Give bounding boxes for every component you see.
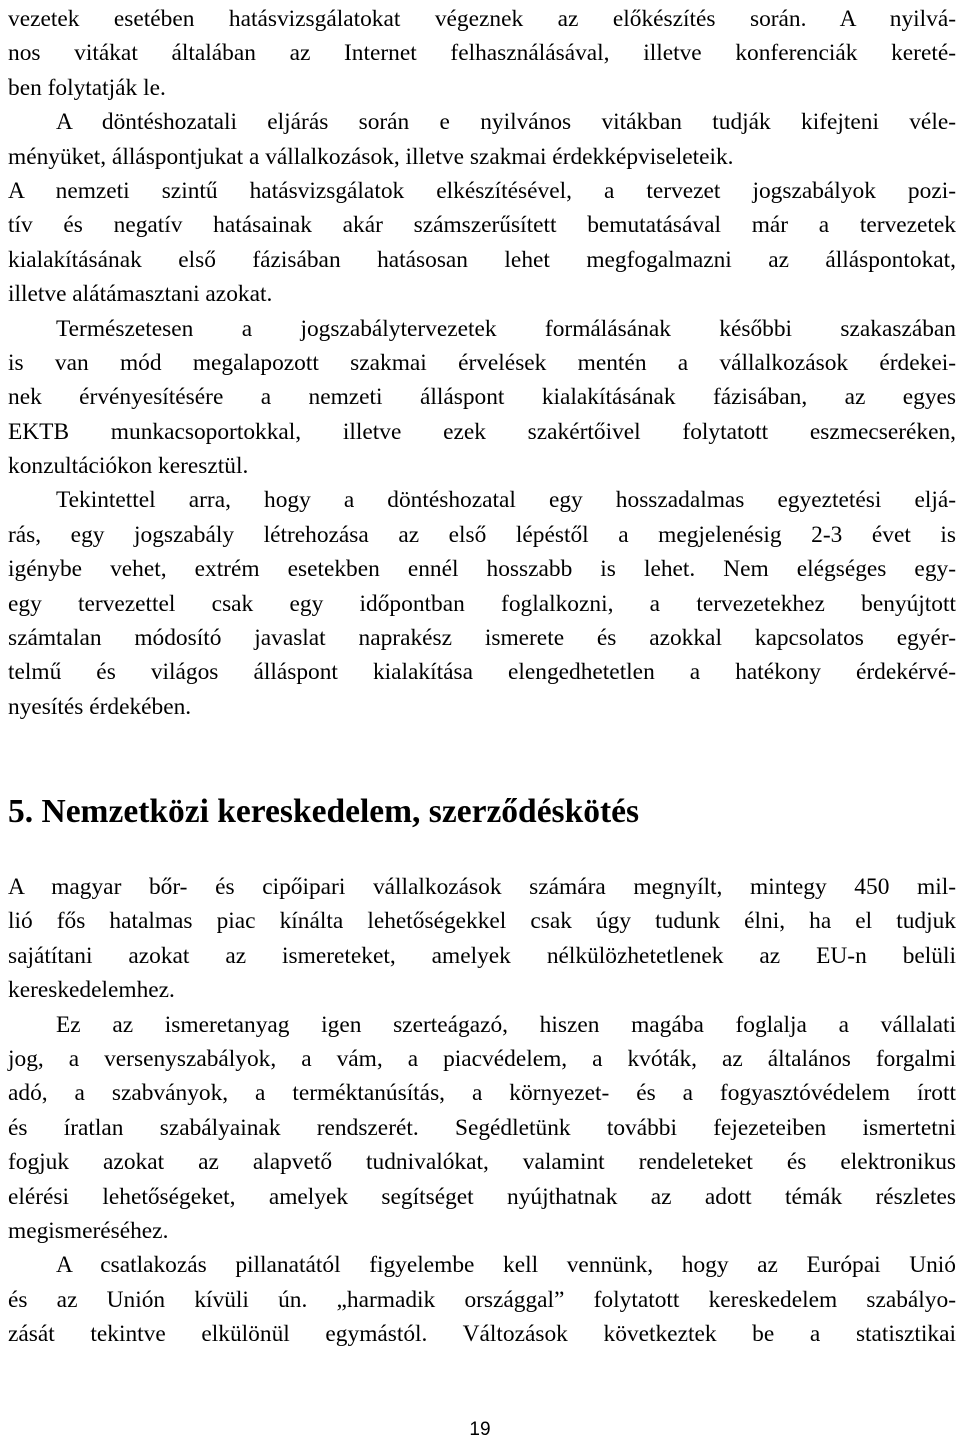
text-line: Természetesen a jogszabálytervezetek formálásának későbbi szakaszában (56, 315, 956, 342)
text-line: A döntéshozatali eljárás során e nyilvános vitákban tudják kifejteni véle- (56, 109, 956, 136)
text-line: és íratlan szabályainak rendszerét. Segédletünk további fejezeteiben ismertetni (8, 1114, 956, 1141)
text-line: nos vitákat általában az Internet felhasználásával, illetve konferenciák kereté- (8, 40, 956, 67)
text-line: és az Unión kívüli ún. „harmadik országgal” folytatott kereskedelem szabályo- (8, 1286, 956, 1313)
text-line: konzultációkon keresztül. (8, 453, 249, 480)
text-line: sajátítani azokat az ismereteket, amelyek nélkülözhetetlenek az EU-n belüli (8, 942, 956, 969)
text-line: fogjuk azokat az alapvető tudnivalókat, valamint rendeleteket és elektronikus (8, 1149, 956, 1176)
text-line: EKTB munkacsoportokkal, illetve ezek szakértőivel folytatott eszmecseréken, (8, 418, 956, 445)
text-line: telmű és világos álláspont kialakítása elengedhetetlen a hatékony érdekérvé- (8, 659, 956, 686)
text-line: nek érvényesítésére a nemzeti álláspont kialakításának fázisában, az egyes (8, 384, 956, 411)
text-line: illetve alátámasztani azokat. (8, 281, 273, 308)
body-text-top (8, 2, 956, 724)
page-number: 19 (469, 1419, 491, 1440)
text-line: lió fős hatalmas piac kínálta lehetőségekkel csak úgy tudunk élni, ha el tudjuk (8, 908, 956, 935)
text-line: Tekintettel arra, hogy a döntéshozatal egy hosszadalmas egyeztetési eljá- (56, 487, 956, 514)
text-line: ményüket, álláspontjukat a vállalkozások, illetve szakmai érdekképviseleteik. (8, 143, 734, 170)
text-line: A magyar bőr- és cipőipari vállalkozások számára megnyílt, mintegy 450 mil- (8, 874, 956, 900)
text-line: megismeréséhez. (8, 1217, 169, 1244)
text-line: rás, egy jogszabály létrehozása az első lépéstől a megjelenésig 2-3 évet is (8, 521, 956, 548)
text-line: A nemzeti szintű hatásvizsgálatok elkészítésével, a tervezet jogszabályok pozi- (8, 177, 956, 204)
text-line: jog, a versenyszabályok, a vám, a piacvédelem, a kvóták, az általános forgalmi (8, 1045, 956, 1072)
text-line: A csatlakozás pillanatától figyelembe kell vennünk, hogy az Európai Unió (56, 1252, 956, 1279)
text-line: számtalan módosító javaslat naprakész ismerete és azokkal kapcsolatos egyér- (8, 625, 956, 652)
text-line: adó, a szabványok, a terméktanúsítás, a környezet- és a fogyasztóvédelem írott (8, 1080, 956, 1107)
text-line: elérési lehetőségeket, amelyek segítséget nyújthatnak az adott témák részletes (8, 1183, 956, 1210)
text-line: tív és negatív hatásainak akár számszerűsített bemutatásával már a tervezetek (8, 212, 956, 239)
text-line: ben folytatják le. (8, 74, 166, 101)
text-line: kereskedelemhez. (8, 977, 175, 1004)
text-line: kialakításának első fázisában hatásosan lehet megfogalmazni az álláspontokat, (8, 246, 956, 273)
text-line: nyesítés érdekében. (8, 693, 192, 720)
text-line: zását tekintve elkülönül egymástól. Változások következtek be a statisztikai (8, 1321, 956, 1348)
text-line: vezetek esetében hatásvizsgálatokat végeznek az előkészítés során. A nyilvá- (8, 6, 956, 32)
text-line: egy tervezettel csak egy időpontban foglalkozni, a tervezetekhez benyújtott (8, 590, 956, 617)
text-line: is van mód megalapozott szakmai érvelések mentén a vállalkozások érdekei- (8, 349, 956, 376)
text-line: Ez az ismeretanyag igen szerteágazó, hiszen magába foglalja a vállalati (56, 1011, 956, 1038)
section-heading: 5. Nemzetközi kereskedelem, szerződéskötés (8, 793, 640, 830)
body-text-bottom (8, 870, 956, 1351)
text-line: igénybe vehet, extrém esetekben ennél hosszabb is lehet. Nem elégséges egy- (8, 556, 956, 583)
